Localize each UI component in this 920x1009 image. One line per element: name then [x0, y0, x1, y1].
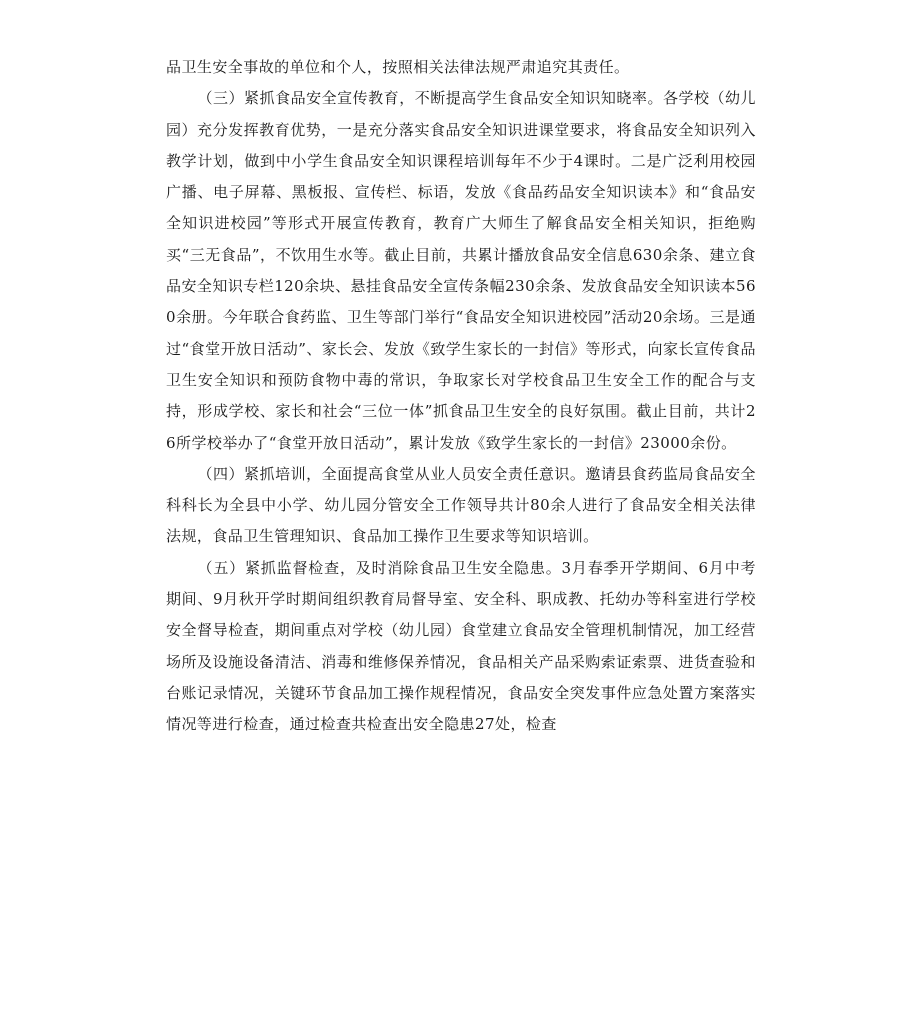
paragraph-training: （四）紧抓培训，全面提高食堂从业人员安全责任意识。邀请县食药监局食品安全科科长为全县中小学、幼儿园分管安全工作领导共计80余人进行了食品安全相关法律法规，食品卫生管理知识、食品加工操作卫生要求等知识培训。 — [166, 464, 756, 546]
paragraph-publicity-education: （三）紧抓食品安全宣传教育，不断提高学生食品安全知识知晓率。各学校（幼儿园）充分发挥教育优势，一是充分落实食品安全知识进课堂要求，将食品安全知识列入教学计划，做到中小学生食品安全知识课程培训每年不少于4课时。二是广泛利用校园广播、电子屏幕、黑板报、宣传栏、标语，发放《食品药品安全知识读本》和“食品安全知识进校园”等形式开展宣传教育，教育广大师生了解食品安全相关知识，拒绝购买“三无食品”，不饮用生水等。截止目前，共累计播放食品安全信息630余条、建立食品安全知识专栏120余块、悬挂食品安全宣传条幅230余条、发放食品安全知识读本560余册。今年联合食药监、卫生等部门举行“食品安全知识进校园”活动20余场。三是通过“食堂开放日活动”、家长会、发放《致学生家长的一封信》等形式，向家长宣传食品卫生安全知识和预防食物中毒的常识，争取家长对学校食品卫生安全工作的配合与支持，形成学校、家长和社会“三位一体”抓食品卫生安全的良好氛围。截止目前，共计26所学校举办了“食堂开放日活动”，累计发放《致学生家长的一封信》23000余份。 — [166, 89, 756, 452]
paragraph-supervision-inspection: （五）紧抓监督检查，及时消除食品卫生安全隐患。3月春季开学期间、6月中考期间、9月秋开学时期间组织教育局督导室、安全科、职成教、托幼办等科室进行学校安全督导检查，期间重点对学校（幼儿园）食堂建立食品安全管理机制情况，加工经营场所及设施设备清洁、消毒和维修保养情况，食品相关产品采购索证索票、进货查验和台账记录情况，关键环节食品加工操作规程情况，食品安全突发事件应急处置方案落实情况等进行检查，通过检查共检查出安全隐患27处，检查 — [166, 558, 756, 734]
document-page — [166, 52, 756, 741]
paragraph-continuation: 品卫生安全事故的单位和个人，按照相关法律法规严肃追究其责任。 — [166, 58, 630, 76]
